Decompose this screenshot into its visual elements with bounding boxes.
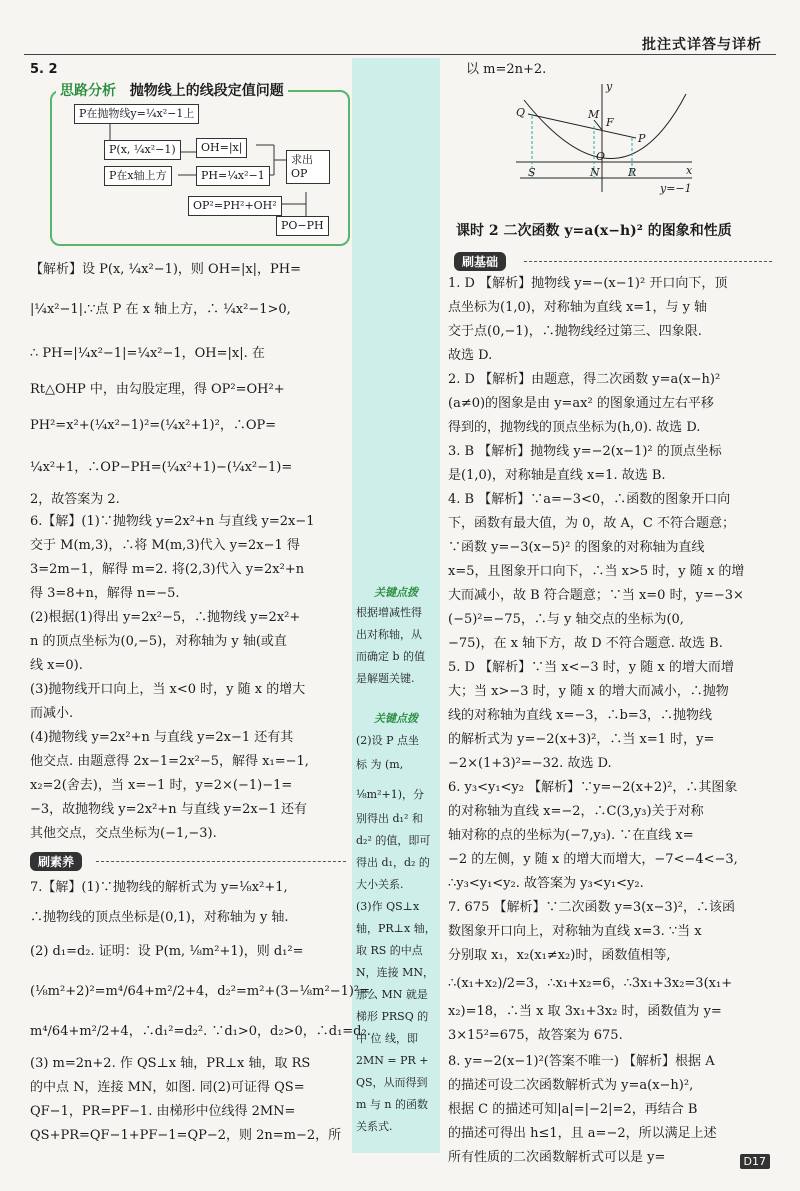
label-directrix: y=−1: [660, 182, 692, 195]
label-r: R: [628, 166, 637, 179]
answer-line: −2×(1+3)²=−32. 故选 D.: [448, 756, 612, 771]
tip2-line: 得出 d₁，d₂ 的: [356, 856, 430, 869]
tip2-line: 取 RS 的中点: [356, 944, 423, 957]
answer-line: 3. B 【解析】抛物线 y=−2(x−1)² 的顶点坐标: [448, 444, 722, 459]
q5-line: ¼x²+1，∴OP−PH=(¼x²+1)−(¼x²−1)=: [30, 460, 293, 475]
answer-line: 8. y=−2(x−1)²(答案不唯一) 【解析】根据 A: [448, 1054, 715, 1069]
tip2-line: 2MN = PR +: [356, 1054, 429, 1067]
q6-line: 线 x=0).: [30, 658, 83, 673]
answer-line: (a≠0)的图象是由 y=ax² 的图象通过左右平移: [448, 396, 714, 411]
analysis-heading: [56, 80, 288, 100]
analysis-label: 思路分析: [60, 83, 116, 99]
tip2-line: 那么 MN 就是: [356, 988, 428, 1001]
header-title: 批注式详答与详析: [642, 37, 762, 53]
label-m: M: [588, 108, 600, 121]
answer-line: 得到的，抛物线的顶点坐标为(h,0). 故选 D.: [448, 420, 701, 435]
q6-line: 6.【解】(1)∵抛物线 y=2x²+n 与直线 y=2x−1: [30, 514, 315, 529]
parabola-curve: [524, 94, 686, 159]
tip2-line: (3)作 QS⊥x: [356, 900, 420, 913]
q7-line: (⅛m²+2)²=m⁴/64+m²/2+4，d₂²=m²+(3−⅛m²−1)²=: [30, 984, 371, 999]
flow-box-oh: OH=|x|: [196, 138, 247, 158]
answer-line: 6. y₃<y₁<y₂ 【解析】∵y=−2(x+2)²，∴其图象: [448, 780, 738, 795]
tip2-heading: 关键点拨: [374, 712, 418, 725]
answer-line: 是(1,0)，对称轴是直线 x=1. 故选 B.: [448, 468, 666, 483]
q7-line: 7.【解】(1)∵抛物线的解析式为 y=⅛x²+1,: [30, 880, 288, 895]
q6-line: 交于 M(m,3)，∴将 M(m,3)代入 y=2x−1 得: [30, 538, 300, 553]
q6-line: 得 3=8+n，解得 n=−5.: [30, 586, 180, 601]
tip2-line: N，连接 MN，: [356, 966, 435, 979]
answer-line: ∴(x₁+x₂)/2=3，∴x₁+x₂=6，∴3x₁+3x₂=3(x₁+: [448, 976, 733, 991]
answer-line: 大；当 x>−3 时，y 随 x 的增大而减小，∴抛物: [448, 684, 729, 699]
answer-line: 故选 D.: [448, 348, 493, 363]
parabola-figure: [510, 80, 700, 200]
q7-line: QS+PR=QF−1+PF−1=QP−2，则 2n=m−2，所: [30, 1128, 342, 1143]
q6-line: 3=2m−1，解得 m=2. 将(2,3)代入 y=2x²+n: [30, 562, 305, 577]
tip2-line: ⅛m²+1)，分: [356, 788, 425, 801]
answer-line: −2 的左侧，y 随 x 的增大而增大，−7<−4<−3,: [448, 852, 738, 867]
answer-line: 的描述可得出 h≤1，且 a=−2，所以满足上述: [448, 1126, 717, 1141]
analysis-title: 抛物线上的线段定值问题: [129, 83, 284, 99]
answer-line: 线的对称轴为直线 x=−3，∴b=3，∴抛物线: [448, 708, 713, 723]
tip1-line: 根据增减性得: [356, 606, 422, 619]
answer-line: 交于点(0,−1)，∴抛物线经过第三、四象限.: [448, 324, 702, 339]
tip2-line: QS，从而得到: [356, 1076, 428, 1089]
tip2-line: 标 为 (m,: [356, 758, 404, 771]
practice-tag: 刷素养: [30, 852, 82, 871]
q5-answer: 5. 2: [30, 62, 58, 77]
answer-line: −75)，在 x 轴下方，故 D 不符合题意. 故选 B.: [448, 636, 723, 651]
header-rule: [24, 54, 776, 55]
q7-line: (2) d₁=d₂. 证明：设 P(m, ⅛m²+1)，则 d₁²=: [30, 944, 304, 959]
q5-line: 2，故答案为 2.: [30, 492, 120, 507]
q6-line: (2)根据(1)得出 y=2x²−5，∴抛物线 y=2x²+: [30, 610, 301, 625]
flow-box-result: PO−PH: [276, 216, 329, 236]
answer-line: ∵函数 y=−3(x−5)² 的图象的对称轴为直线: [448, 540, 705, 555]
answer-line: 的解析式为 y=−2(x+3)²，∴当 x=1 时，y=: [448, 732, 715, 747]
tip2-line: 轴，PR⊥x 轴，: [356, 922, 436, 935]
q6-line: −3，故抛物线 y=2x²+n 与直线 y=2x−1 还有: [30, 802, 308, 817]
basic-tag-divider: [524, 261, 772, 262]
q6-line: 他交点. 由题意得 2x−1=2x²−5，解得 x₁=−1,: [30, 754, 309, 769]
answer-line: 所有性质的二次函数解析式可以是 y=: [448, 1150, 666, 1165]
q6-line: n 的顶点坐标为(0,−5)，对称轴为 y 轴(或直: [30, 634, 287, 649]
q6-line: (3)抛物线开口向上，当 x<0 时，y 随 x 的增大: [30, 682, 306, 697]
q7-line: 的中点 N，连接 MN，如图. 同(2)可证得 QS=: [30, 1080, 305, 1095]
answer-line: 数图象开口向上，对称轴为直线 x=3. ∵当 x: [448, 924, 702, 939]
tip2-line: 中 位 线，即: [356, 1032, 418, 1045]
tip2-line: 关系式.: [356, 1120, 393, 1133]
q7-line: ∴抛物线的顶点坐标是(0,1)，对称轴为 y 轴.: [30, 910, 289, 925]
q5-line: PH²=x²+(¼x²−1)²=(¼x²+1)²，∴OP=: [30, 418, 277, 433]
tip2-line: d₂² 的值，即可: [356, 834, 431, 847]
page-number: D17: [740, 1154, 770, 1169]
tip1-line: 是解题关键.: [356, 672, 415, 685]
segment-qp: [528, 114, 636, 138]
answer-line: 轴对称的点的坐标为(−7,y₃). ∵在直线 x=: [448, 828, 694, 843]
flow-box-on-parabola: P在抛物线y=¼x²−1上: [74, 104, 199, 124]
q6-line: 而减小.: [30, 706, 74, 721]
label-f: F: [606, 116, 614, 129]
answer-line: 1. D 【解析】抛物线 y=−(x−1)² 开口向下，顶: [448, 276, 728, 291]
label-s: S: [528, 166, 536, 179]
answer-line: x=5，且图象开口向下，∴当 x>5 时，y 随 x 的增: [448, 564, 745, 579]
label-o: O: [596, 150, 606, 163]
answer-line: ∴y₃<y₁<y₂. 故答案为 y₃<y₁<y₂.: [448, 876, 644, 891]
q5-line: ∴ PH=|¼x²−1|=¼x²−1，OH=|x|. 在: [30, 346, 265, 361]
flow-box-pythagoras: OP²=PH²+OH²: [188, 196, 282, 216]
label-q: Q: [516, 106, 526, 119]
flow-box-find-op: 求出OP: [286, 150, 330, 184]
answer-line: 根据 C 的描述可知|a|=|−2|=2，再结合 B: [448, 1102, 698, 1117]
tip2-line: (2)设 P 点坐: [356, 734, 419, 747]
flow-box-ph: PH=¼x²−1: [196, 166, 270, 186]
label-x: x: [686, 164, 693, 177]
answer-line: x₂)=18，∴当 x 取 3x₁+3x₂ 时，函数值为 y=: [448, 1004, 722, 1019]
label-p: P: [638, 132, 646, 145]
q6-line: x₂=2(舍去)，当 x=−1 时，y=2×(−1)−1=: [30, 778, 293, 793]
answer-line: 大而减小，故 B 符合题意；∵当 x=0 时，y=−3×: [448, 588, 744, 603]
answer-line: 3×15²=675，故答案为 675.: [448, 1028, 623, 1043]
answer-line: 的对称轴为直线 x=−2，∴C(3,y₃)关于对称: [448, 804, 704, 819]
q5-line: |¼x²−1|.∵点 P 在 x 轴上方，∴ ¼x²−1>0,: [30, 302, 291, 317]
tip2-line: 大小关系.: [356, 878, 404, 891]
answer-line: 2. D 【解析】由题意，得二次函数 y=a(x−h)²: [448, 372, 721, 387]
tip1-line: 而确定 b 的值: [356, 650, 426, 663]
flow-box-above-axis: P在x轴上方: [104, 166, 172, 186]
q5-line: 【解析】设 P(x, ¼x²−1)，则 OH=|x|，PH=: [30, 262, 302, 277]
tip1-line: 出对称轴，从: [356, 628, 422, 641]
q7-continuation: 以 m=2n+2.: [466, 62, 547, 77]
tag-divider: [96, 861, 346, 862]
flow-box-point-p: P(x, ¼x²−1): [104, 140, 181, 160]
answer-line: 5. D 【解析】∵当 x<−3 时，y 随 x 的增大而增: [448, 660, 734, 675]
answer-line: 的描述可设二次函数解析式为 y=a(x−h)²,: [448, 1078, 694, 1093]
tip1-heading: 关键点拨: [374, 586, 418, 599]
q7-line: m⁴/64+m²/2+4，∴d₁²=d₂². ∵d₁>0，d₂>0，∴d₁=d₂.: [30, 1024, 371, 1039]
answer-line: 下，函数有最大值，为 0，故 A，C 不符合题意；: [448, 516, 736, 531]
q6-line: (4)抛物线 y=2x²+n 与直线 y=2x−1 还有其: [30, 730, 294, 745]
answer-line: 点坐标为(1,0)，对称轴为直线 x=1，与 y 轴: [448, 300, 708, 315]
answer-line: 分别取 x₁，x₂(x₁≠x₂)时，函数值相等,: [448, 948, 671, 963]
tip2-line: m 与 n 的函数: [356, 1098, 429, 1111]
q6-line: 其他交点，交点坐标为(−1,−3).: [30, 826, 217, 841]
answer-line: (−5)²=−75，∴与 y 轴交点的坐标为(0,: [448, 612, 684, 627]
label-y: y: [606, 80, 613, 93]
answer-line: 4. B 【解析】∵a=−3<0，∴函数的图象开口向: [448, 492, 731, 507]
tip2-line: 别得出 d₁² 和: [356, 812, 423, 825]
tip2-line: 梯形 PRSQ 的: [356, 1010, 429, 1023]
q5-line: Rt△OHP 中，由勾股定理，得 OP²=OH²+: [30, 382, 285, 397]
basic-tag: 刷基础: [454, 252, 506, 271]
label-n: N: [590, 166, 600, 179]
q7-line: QF−1，PR=PF−1. 由梯形中位线得 2MN=: [30, 1104, 296, 1119]
lesson-title: 课时 2 二次函数 y=a(x−h)² 的图象和性质: [456, 223, 732, 239]
q7-line: (3) m=2n+2. 作 QS⊥x 轴，PR⊥x 轴，取 RS: [30, 1056, 311, 1071]
answer-line: 7. 675 【解析】∵二次函数 y=3(x−3)²，∴该函: [448, 900, 735, 915]
